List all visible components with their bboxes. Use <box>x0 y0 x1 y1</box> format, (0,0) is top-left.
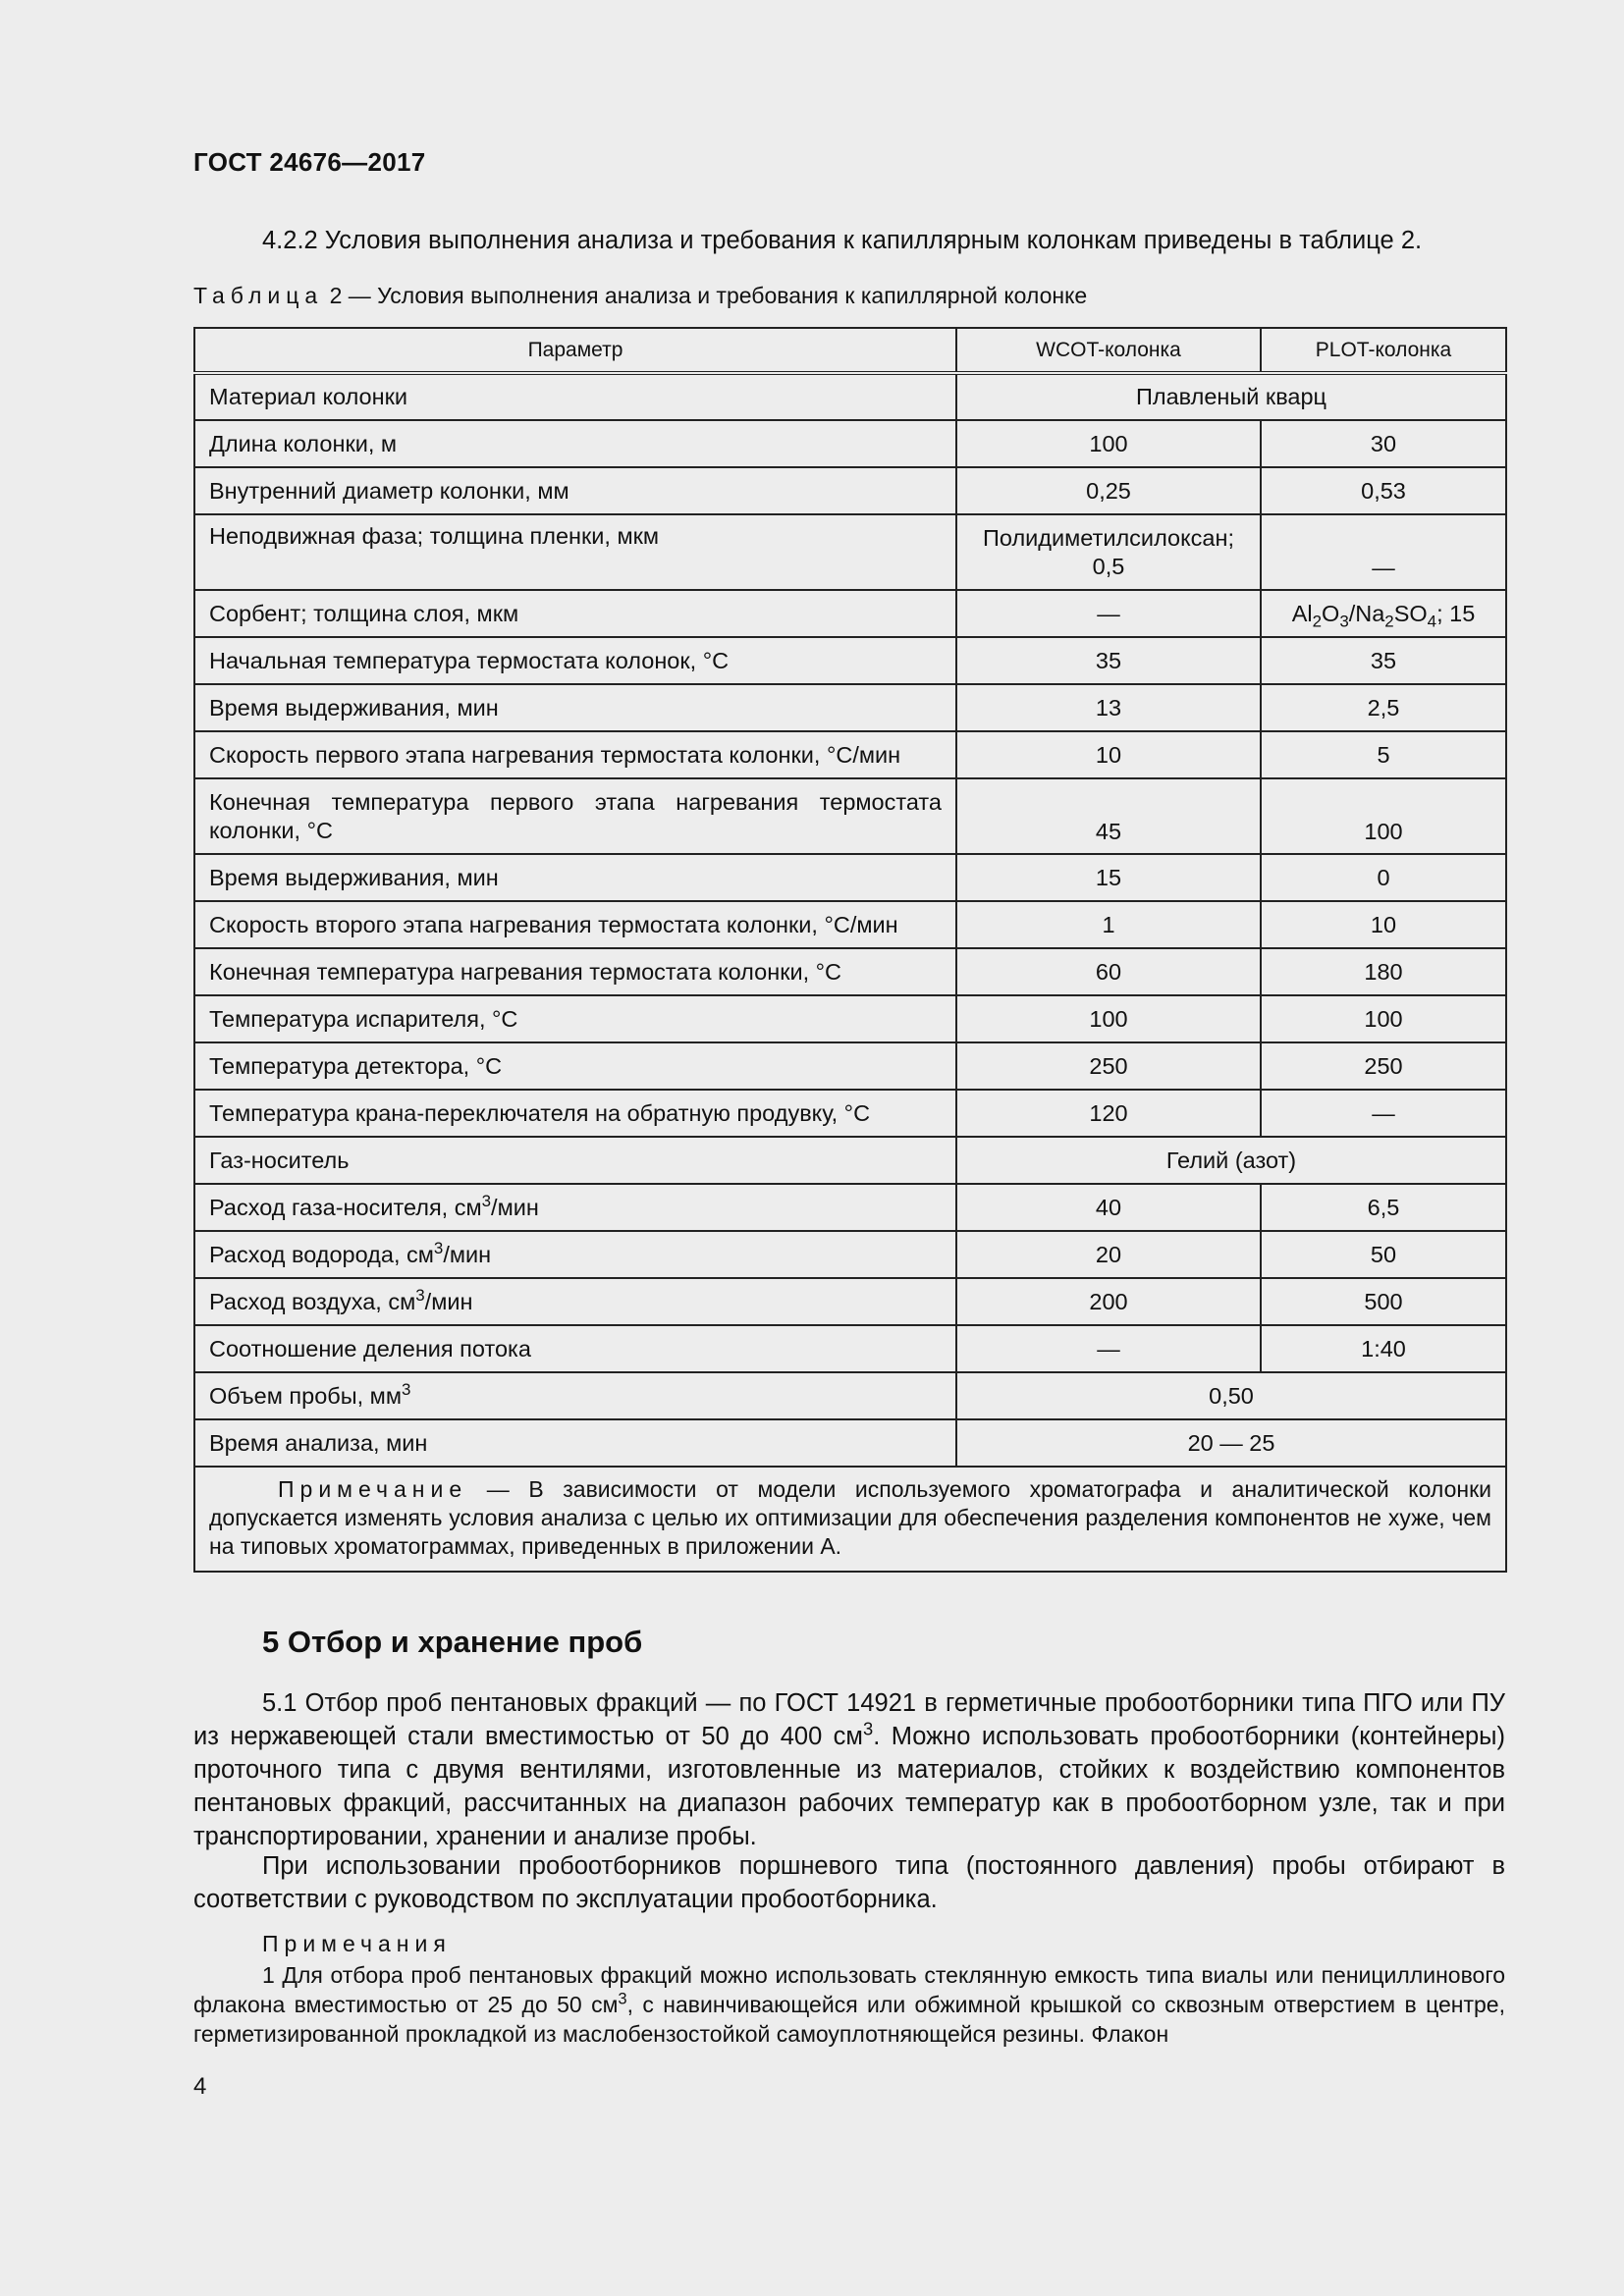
plot-cell: 1:40 <box>1261 1325 1506 1372</box>
table-row <box>194 854 1506 901</box>
plot-cell: 500 <box>1261 1278 1506 1325</box>
wcot-cell-line2: 0,5 <box>1092 553 1125 579</box>
table-row <box>194 731 1506 778</box>
wcot-cell: 15 <box>956 854 1261 901</box>
table-row <box>194 1231 1506 1278</box>
table-caption <box>193 283 1087 309</box>
wcot-cell: 13 <box>956 684 1261 731</box>
note-1: 1 Для отбора проб пентановых фракций можно использовать стеклянную емкость типа виалы или пенициллинового флакона вместимостью от 25 до 50 $см^3$, с навинчивающейся или обжимной крышкой со сквозным отверстием в центре, герметизированной прокладкой из маслобензостойкой самоуплотняющейся резины. Флакон <box>193 1962 1505 2047</box>
table-row <box>194 1090 1506 1137</box>
param-cell: Сорбент; толщина слоя, мкм <box>194 590 956 637</box>
param-cell: Конечная температура нагревания термостата колонки, °С <box>194 948 956 995</box>
header-wcot: WCOT-колонка <box>956 328 1261 373</box>
param-cell: Время выдерживания, мин <box>194 684 956 731</box>
intro-paragraph: 4.2.2 Условия выполнения анализа и требования к капиллярным колонкам приведены в таблице 2. <box>262 227 1423 254</box>
plot-cell: — <box>1261 514 1506 590</box>
param-cell-line2: колонки, °С <box>209 817 333 843</box>
plot-cell: 10 <box>1261 901 1506 948</box>
param-cell: Расход газа-носителя, $см^3$/мин <box>194 1184 956 1231</box>
wcot-cell: — <box>956 1325 1261 1372</box>
table-caption-text: — Условия выполнения анализа и требования к капиллярной колонке <box>348 283 1088 308</box>
param-cell: Расход воздуха, $см^3$/мин <box>194 1278 956 1325</box>
wcot-cell: 100 <box>956 420 1261 467</box>
wcot-cell: 250 <box>956 1042 1261 1090</box>
plot-cell: 30 <box>1261 420 1506 467</box>
plot-cell: 50 <box>1261 1231 1506 1278</box>
wcot-cell: 1 <box>956 901 1261 948</box>
param-cell: Время выдерживания, мин <box>194 854 956 901</box>
param-cell <box>194 778 956 854</box>
plot-cell: 0 <box>1261 854 1506 901</box>
merged-value-cell: 0,50 <box>956 1372 1506 1419</box>
param-cell: Длина колонки, м <box>194 420 956 467</box>
plot-cell: 100 <box>1261 995 1506 1042</box>
merged-value-cell: Гелий (азот) <box>956 1137 1506 1184</box>
param-cell: Внутренний диаметр колонки, мм <box>194 467 956 514</box>
param-cell: Расход водорода, $см^3$/мин <box>194 1231 956 1278</box>
wcot-cell: — <box>956 590 1261 637</box>
table-row <box>194 1372 1506 1419</box>
table-row <box>194 684 1506 731</box>
param-cell: Материал колонки <box>194 373 956 420</box>
document-header: ГОСТ 24676—2017 <box>193 147 426 177</box>
notes-heading: Примечания <box>262 1931 452 1956</box>
table-caption-number: 2 <box>329 283 343 308</box>
param-cell: Газ-носитель <box>194 1137 956 1184</box>
merged-value-cell: Плавленый кварц <box>956 373 1506 420</box>
section-title: 5 Отбор и хранение проб <box>262 1625 643 1659</box>
param-cell: Температура крана-переключателя на обратную продувку, °С <box>194 1090 956 1137</box>
wcot-cell: 35 <box>956 637 1261 684</box>
table-row <box>194 1137 1506 1184</box>
param-cell: Время анализа, мин <box>194 1419 956 1467</box>
param-cell: Температура детектора, °С <box>194 1042 956 1090</box>
table-row <box>194 420 1506 467</box>
table-note-label: Примечание <box>278 1476 468 1502</box>
wcot-cell: 60 <box>956 948 1261 995</box>
param-cell: Температура испарителя, °С <box>194 995 956 1042</box>
table-note <box>194 1467 1506 1572</box>
wcot-cell: 120 <box>956 1090 1261 1137</box>
table-row <box>194 637 1506 684</box>
table-row <box>194 1184 1506 1231</box>
table-row <box>194 901 1506 948</box>
table-note-text: — В зависимости от модели используемого хроматографа и аналитической колонки допускается изменять условия анализа с целью их оптимизации для обеспечения разделения компонентов не хуже, чем на типовых хроматограммах, приведенных в приложении А. <box>209 1476 1491 1559</box>
merged-value-cell: 20 — 25 <box>956 1419 1506 1467</box>
wcot-cell: 45 <box>956 778 1261 854</box>
table-row <box>194 1042 1506 1090</box>
table-row <box>194 948 1506 995</box>
plot-cell: — <box>1261 1090 1506 1137</box>
wcot-cell: 0,25 <box>956 467 1261 514</box>
table-row <box>194 778 1506 854</box>
table-note-row <box>194 1467 1506 1572</box>
plot-cell: 6,5 <box>1261 1184 1506 1231</box>
plot-cell: 0,53 <box>1261 467 1506 514</box>
param-cell: Объем пробы, $мм^3$ <box>194 1372 956 1419</box>
plot-cell: 5 <box>1261 731 1506 778</box>
header-plot: PLOT-колонка <box>1261 328 1506 373</box>
plot-cell: 100 <box>1261 778 1506 854</box>
page-number: 4 <box>193 2073 207 2100</box>
param-cell: Неподвижная фаза; толщина пленки, мкм <box>194 514 956 590</box>
section-paragraph-2: При использовании пробоотборников поршневого типа (постоянного давления) пробы отбирают в соответствии с руководством по эксплуатации пробоотборника. <box>193 1852 1505 1913</box>
wcot-cell: 40 <box>956 1184 1261 1231</box>
table-row <box>194 995 1506 1042</box>
wcot-cell: 100 <box>956 995 1261 1042</box>
param-cell: Скорость первого этапа нагревания термостата колонки, °С/мин <box>194 731 956 778</box>
plot-cell: 35 <box>1261 637 1506 684</box>
wcot-cell <box>956 514 1261 590</box>
wcot-cell: 10 <box>956 731 1261 778</box>
conditions-table <box>193 327 1507 1573</box>
header-parameter: Параметр <box>194 328 956 373</box>
plot-cell: 250 <box>1261 1042 1506 1090</box>
param-cell: Начальная температура термостата колонок, °С <box>194 637 956 684</box>
table-caption-label: Таблица <box>193 283 324 308</box>
plot-cell: 2,5 <box>1261 684 1506 731</box>
section-paragraph-1: 5.1 Отбор проб пентановых фракций — по ГОСТ 14921 в герметичные пробоотборники типа ПГО или ПУ из нержавеющей стали вместимостью от 50 до 400 $см^3$. Можно использовать пробоотборники (контейнеры) проточного типа с двумя вентилями, изготовленные из материалов, стойких к воздействию компонентов пентановых фракций, рассчитанных на диапазон рабочих температур как в пробоотборном узле, так и при транспортировании, хранении и анализе пробы. <box>193 1689 1506 1850</box>
table-row <box>194 1278 1506 1325</box>
table-row <box>194 514 1506 590</box>
table-row <box>194 373 1506 420</box>
table-row <box>194 1325 1506 1372</box>
table-row <box>194 590 1506 637</box>
wcot-cell: 20 <box>956 1231 1261 1278</box>
table-row <box>194 467 1506 514</box>
param-cell: Соотношение деления потока <box>194 1325 956 1372</box>
param-cell-line1: Конечная температура первого этапа нагревания термостата <box>209 788 942 815</box>
table-row <box>194 1419 1506 1467</box>
wcot-cell-line1: Полидиметилсилоксан; <box>983 524 1234 551</box>
plot-cell: 180 <box>1261 948 1506 995</box>
param-cell: Скорость второго этапа нагревания термостата колонки, °С/мин <box>194 901 956 948</box>
plot-cell: $Al_2O_3/Na_2SO_4$; 15 <box>1261 590 1506 637</box>
wcot-cell: 200 <box>956 1278 1261 1325</box>
table-header-row <box>194 328 1506 373</box>
